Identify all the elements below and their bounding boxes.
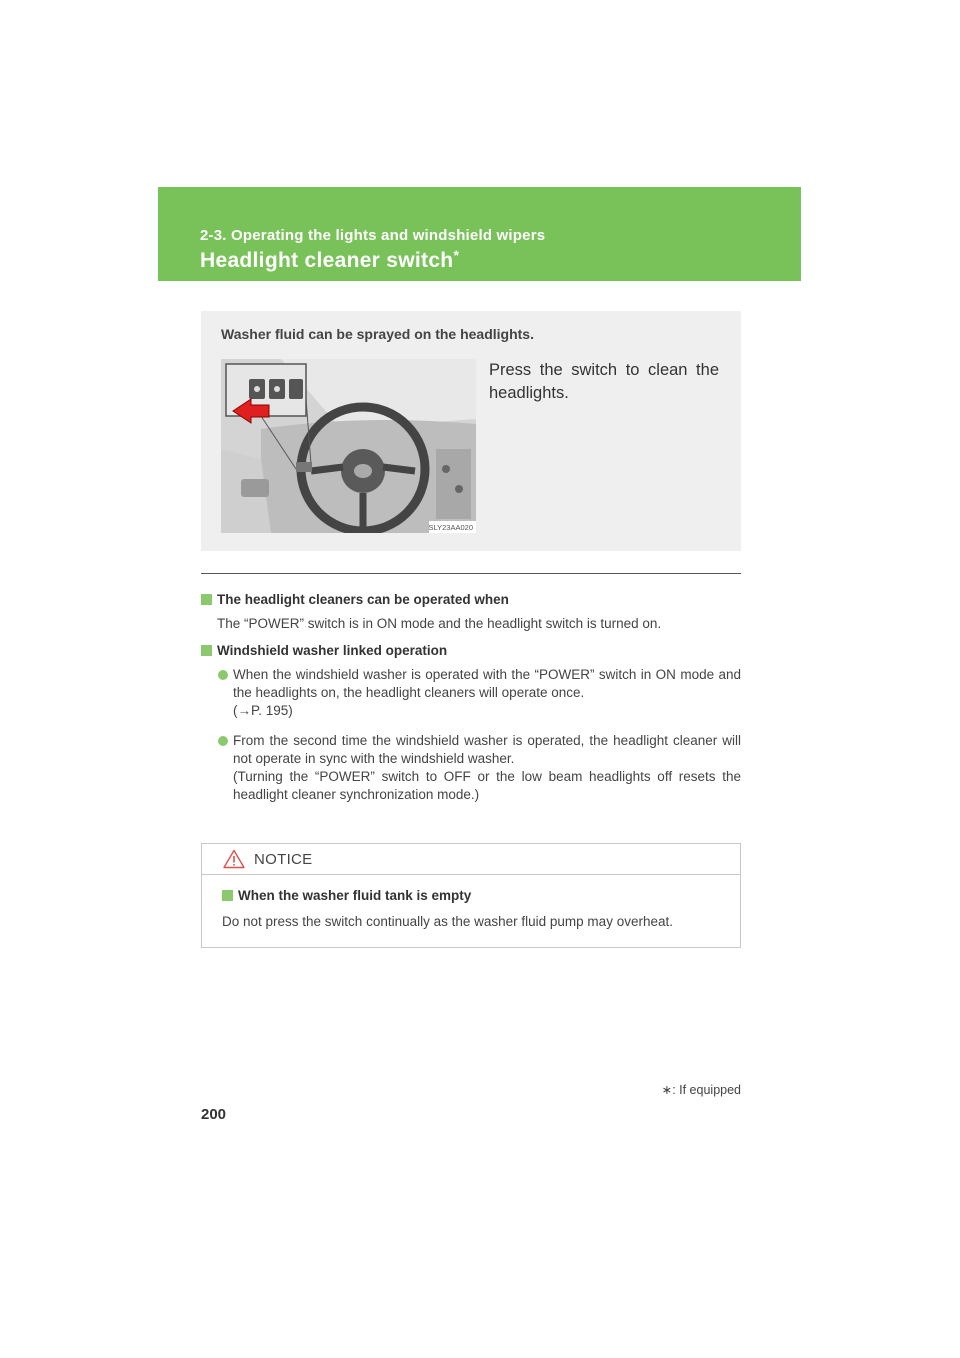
bullet-reference: (→P. 195) xyxy=(233,703,293,718)
notice-box xyxy=(201,843,741,948)
bullet-text: From the second time the windshield washer is operated, the headlight cleaner will not operate in sync with the windshield washer. xyxy=(233,733,741,766)
page-title-text: Headlight cleaner switch xyxy=(200,249,454,272)
square-bullet-icon xyxy=(201,594,212,605)
notice-heading xyxy=(222,888,740,903)
dashboard-drawing xyxy=(221,359,476,533)
notice-content xyxy=(202,875,740,931)
note-body: The “POWER” switch is in ON mode and the headlight switch is turned on. xyxy=(217,616,662,631)
notice-heading-text: When the washer fluid tank is empty xyxy=(238,888,472,903)
bullet-item xyxy=(201,666,741,720)
square-bullet-icon xyxy=(201,645,212,656)
note-heading xyxy=(201,643,741,658)
dashboard-illustration xyxy=(221,359,476,533)
note-heading-text: Windshield washer linked operation xyxy=(217,643,448,658)
notice-header xyxy=(202,844,740,875)
instruction-text: Press the switch to clean the headlights. xyxy=(489,361,719,402)
bullet-text: (Turning the “POWER” switch to OFF or the low beam headlights off resets the headlight cleaner synchronization mode.) xyxy=(233,769,741,802)
square-bullet-icon xyxy=(222,890,233,901)
warning-icon xyxy=(223,849,245,869)
notes-section xyxy=(201,592,741,804)
circle-bullet-icon xyxy=(218,670,228,680)
bullet-text: When the windshield washer is operated with the “POWER” switch in ON mode and the headlights on, the headlight cleaners will operate once. xyxy=(233,667,741,700)
notice-title: NOTICE xyxy=(254,851,313,868)
footnote: ∗: If equipped xyxy=(661,1083,741,1097)
equipped-mark: * xyxy=(453,247,460,263)
bullet-item xyxy=(201,732,741,804)
page-title xyxy=(200,249,459,273)
note-heading xyxy=(201,592,741,607)
image-code: SLY23AA020 xyxy=(428,523,473,532)
intro-text: Washer fluid can be sprayed on the headlights. xyxy=(221,326,534,342)
circle-bullet-icon xyxy=(218,736,228,746)
page-number: 200 xyxy=(201,1106,227,1123)
intro-box xyxy=(201,311,741,551)
section-header xyxy=(158,187,801,281)
note-heading-text: The headlight cleaners can be operated when xyxy=(217,592,509,607)
notice-body: Do not press the switch continually as the washer fluid pump may overheat. xyxy=(222,914,673,929)
divider xyxy=(201,573,741,574)
section-label: 2-3. Operating the lights and windshield wipers xyxy=(200,227,546,244)
